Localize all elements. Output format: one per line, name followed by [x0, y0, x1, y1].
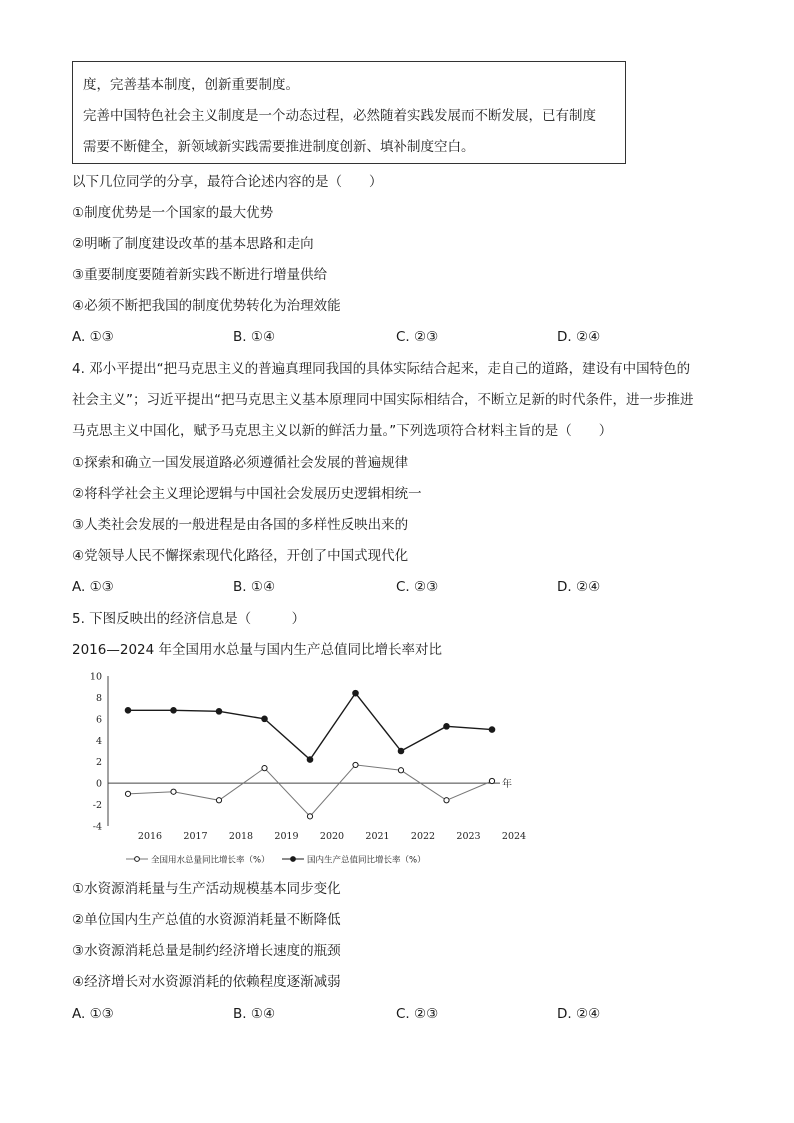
legend-gdp-label: 国内生产总值同比增长率（%） [307, 855, 426, 866]
gdp-growth-line [128, 693, 492, 759]
y-tick-label: 6 [95, 714, 102, 726]
water-growth-point [307, 814, 312, 819]
q3-option-a[interactable]: A. ①③ [72, 329, 114, 345]
q4-stem-line-1: 4. 邓小平提出“把马克思主义的普遍真理同我国的具体实际结合起来，走自己的道路，建设有中国特色的 [72, 361, 691, 377]
q3-option-d[interactable]: D. ②④ [557, 329, 601, 345]
q3-option-b[interactable]: B. ①④ [233, 329, 276, 345]
legend-water-label: 全国用水总量同比增长率（%） [151, 855, 270, 866]
gdp-growth-point [444, 724, 450, 730]
gdp-growth-point [398, 748, 404, 754]
q3-statement-3: ③重要制度要随着新实践不断进行增量供给 [72, 267, 328, 283]
water-growth-point [125, 791, 130, 796]
gdp-growth-point [307, 757, 313, 763]
water-growth-point [444, 798, 449, 803]
q3-option-c[interactable]: C. ②③ [396, 329, 439, 345]
gdp-growth-point [171, 707, 177, 713]
q4-option-d[interactable]: D. ②④ [557, 579, 601, 595]
water-growth-line [128, 765, 492, 816]
q5-statement-1: ①水资源消耗量与生产活动规模基本同步变化 [72, 881, 341, 897]
q3-statement-2: ②明晰了制度建设改革的基本思路和走向 [72, 236, 314, 252]
passage-line: 度，完善基本制度，创新重要制度。 [83, 77, 299, 93]
q4-option-b[interactable]: B. ①④ [233, 579, 276, 595]
chart-caption: 2016—2024 年全国用水总量与国内生产总值同比增长率对比 [72, 642, 443, 658]
water-growth-point [489, 778, 494, 783]
water-growth-point [353, 762, 358, 767]
growth-chart-svg [86, 666, 527, 872]
q5-option-a[interactable]: A. ①③ [72, 1006, 114, 1022]
material-box [72, 61, 626, 164]
q4-option-a[interactable]: A. ①③ [72, 579, 114, 595]
q4-statement-3: ③人类社会发展的一般进程是由各国的多样性反映出来的 [72, 517, 409, 533]
legend-gdp-swatch-marker [291, 857, 296, 862]
x-tick-label: 2023 [456, 831, 481, 842]
y-tick-label: 10 [89, 671, 102, 683]
x-tick-label: 2021 [365, 831, 390, 842]
x-tick-label: 2016 [137, 831, 163, 842]
q5-stem: 5. 下图反映出的经济信息是（ ） [72, 611, 306, 627]
gdp-growth-point [353, 690, 359, 696]
gdp-growth-point [489, 727, 495, 733]
q5-statement-4: ④经济增长对水资源消耗的依赖程度逐渐减弱 [72, 974, 341, 990]
x-tick-label: 2024 [501, 831, 527, 842]
q5-option-c[interactable]: C. ②③ [396, 1006, 439, 1022]
passage-line: 需要不断健全，新领域新实践需要推进制度创新、填补制度空白。 [83, 139, 475, 155]
y-tick-label: 0 [95, 778, 102, 790]
growth-chart [86, 666, 527, 872]
water-growth-point [262, 766, 267, 771]
q5-statement-3: ③水资源消耗总量是制约经济增长速度的瓶颈 [72, 943, 341, 959]
y-tick-label: -2 [92, 800, 102, 812]
q4-statement-1: ①探索和确立一国发展道路必须遵循社会发展的普遍规律 [72, 455, 409, 471]
q5-statement-2: ②单位国内生产总值的水资源消耗量不断降低 [72, 912, 341, 928]
gdp-growth-point [216, 709, 222, 715]
x-tick-label: 2018 [228, 831, 254, 842]
gdp-growth-point [262, 716, 268, 722]
q3-statement-4: ④必须不断把我国的制度优势转化为治理效能 [72, 298, 341, 314]
q4-stem-line-3: 马克思主义中国化，赋予马克思主义以新的鲜活力量。”下列选项符合材料主旨的是（ ） [72, 423, 613, 439]
x-tick-label: 2022 [410, 831, 436, 842]
legend-water-swatch-marker [135, 857, 140, 862]
q4-statement-4: ④党领导人民不懈探索现代化路径，开创了中国式现代化 [72, 548, 409, 564]
y-tick-label: -4 [92, 821, 102, 833]
q4-stem-line-2: 社会主义”；习近平提出“把马克思主义基本原理同中国实际相结合，不断立足新的时代条件，进一步推进 [72, 392, 694, 408]
water-growth-point [398, 768, 403, 773]
y-tick-label: 2 [95, 757, 102, 769]
x-tick-label: 2019 [274, 831, 299, 842]
passage-line: 完善中国特色社会主义制度是一个动态过程，必然随着实践发展而不断发展，已有制度 [83, 108, 596, 124]
q4-statement-2: ②将科学社会主义理论逻辑与中国社会发展历史逻辑相统一 [72, 486, 422, 502]
q4-option-c[interactable]: C. ②③ [396, 579, 439, 595]
x-tick-label: 2017 [183, 831, 208, 842]
water-growth-point [171, 789, 176, 794]
q3-stem: 以下几位同学的分享，最符合论述内容的是（ ） [72, 174, 383, 190]
y-tick-label: 8 [95, 692, 102, 704]
gdp-growth-point [125, 707, 131, 713]
water-growth-point [216, 798, 221, 803]
y-tick-label: 4 [95, 735, 102, 747]
x-axis-label: 年 [502, 779, 512, 791]
q5-option-d[interactable]: D. ②④ [557, 1006, 601, 1022]
x-tick-label: 2020 [319, 831, 345, 842]
q3-statement-1: ①制度优势是一个国家的最大优势 [72, 205, 274, 221]
q5-option-b[interactable]: B. ①④ [233, 1006, 276, 1022]
